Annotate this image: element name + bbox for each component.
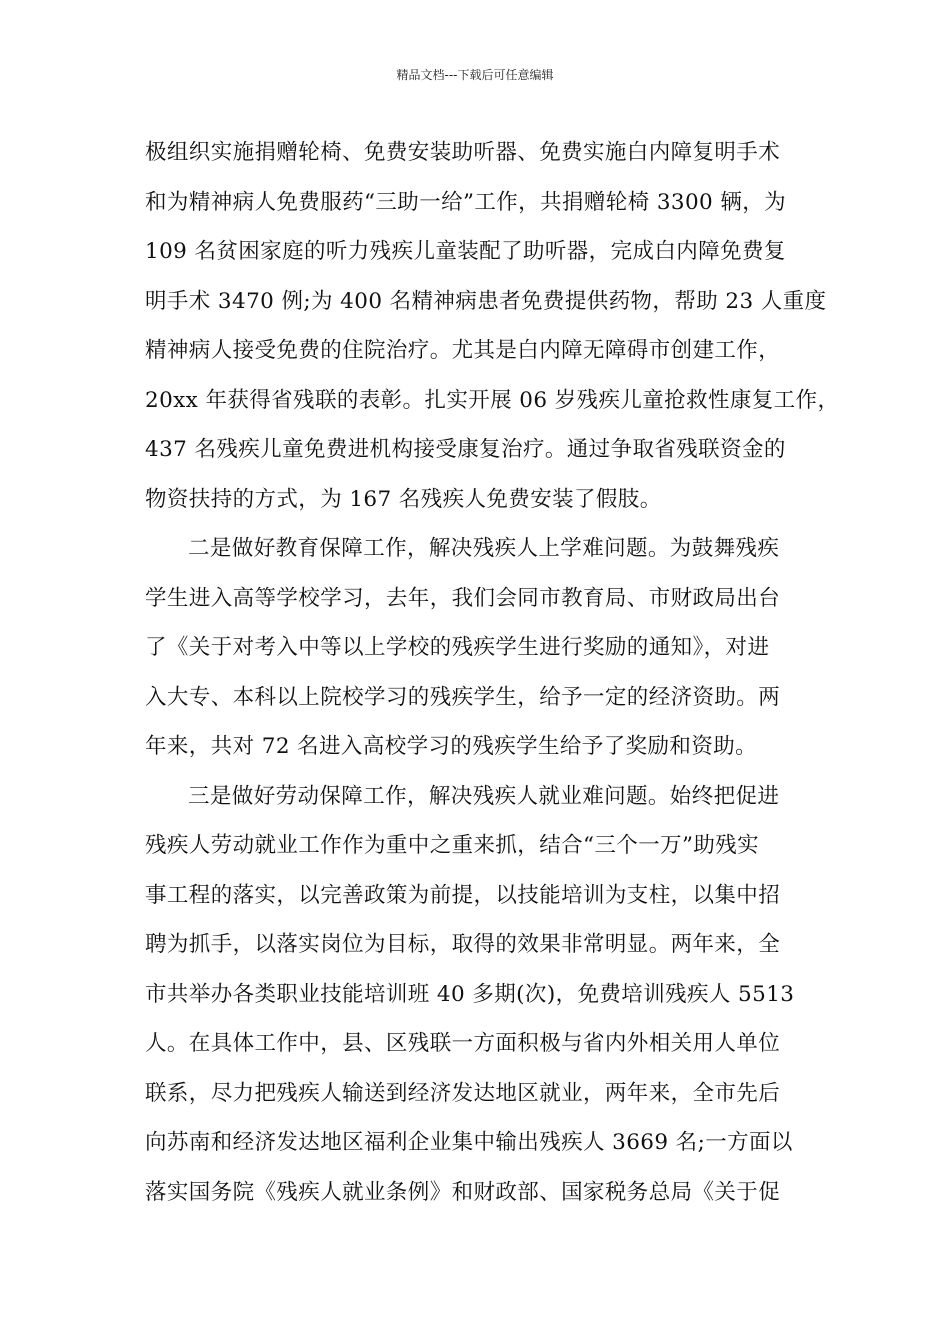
text-line: 三是做好劳动保障工作，解决残疾人就业难问题。始终把促进	[188, 783, 780, 809]
text-line: 向苏南和经济发达地区福利企业集中输出残疾人 3669 名;一方面以	[145, 1130, 793, 1155]
text-line: 和为精神病人免费服药“三助一给”工作，共捐赠轮椅 3300 辆，为	[145, 189, 787, 215]
text-line: 残疾人劳动就业工作作为重中之重来抓，结合“三个一万”助残实	[145, 833, 760, 858]
text-line: 入大专、本科以上院校学习的残疾学生，给予一定的经济资助。两	[145, 684, 781, 710]
text-line: 年来，共对 72 名进入高校学习的残疾学生给予了奖励和资助。	[145, 734, 758, 759]
text-line: 极组织实施捐赠轮椅、免费安装助听器、免费实施白内障复明手术	[145, 140, 781, 165]
text-line: 二是做好教育保障工作，解决残疾人上学难问题。为鼓舞残疾	[188, 536, 780, 561]
paragraph-2	[145, 524, 815, 772]
text-line: 109 名贫困家庭的听力残疾儿童装配了助听器，完成白内障免费复	[145, 239, 786, 264]
text-line: 了《关于对考入中等以上学校的残疾学生进行奖励的通知》，对进	[145, 635, 770, 660]
text-line: 物资扶持的方式，为 167 名残疾人免费安装了假肢。	[145, 486, 662, 512]
document-body	[145, 128, 840, 1217]
text-line: 人。在具体工作中，县、区残联一方面积极与省内外相关用人单位	[145, 1031, 781, 1056]
text-line: 事工程的落实，以完善政策为前提，以技能培训为支柱，以集中招	[145, 882, 781, 908]
paragraph-3	[145, 772, 815, 1218]
text-line: 明手术 3470 例;为 400 名精神病患者免费提供药物，帮助 23 人重度	[145, 288, 827, 314]
text-line: 437 名残疾儿童免费进机构接受康复治疗。通过争取省残联资金的	[145, 437, 786, 462]
page-header: 精品文档---下载后可任意编辑	[396, 68, 554, 82]
text-line: 20xx 年获得省残联的表彰。扎实开展 06 岁残疾儿童抢救性康复工作，	[145, 387, 840, 413]
text-line: 学生进入高等学校学习，去年，我们会同市教育局、市财政局出台	[145, 585, 781, 611]
text-line: 聘为抓手，以落实岗位为目标，取得的效果非常明显。两年来，全	[145, 932, 781, 957]
text-line: 联系，尽力把残疾人输送到经济发达地区就业，两年来，全市先后	[145, 1080, 781, 1106]
text-line: 市共举办各类职业技能培训班 40 多期(次)，免费培训残疾人 5513	[145, 981, 795, 1007]
text-line: 精神病人接受免费的住院治疗。尤其是白内障无障碍市创建工作，	[145, 338, 781, 363]
paragraph-1	[145, 128, 840, 524]
text-line: 落实国务院《残疾人就业条例》和财政部、国家税务总局《关于促	[145, 1179, 781, 1205]
